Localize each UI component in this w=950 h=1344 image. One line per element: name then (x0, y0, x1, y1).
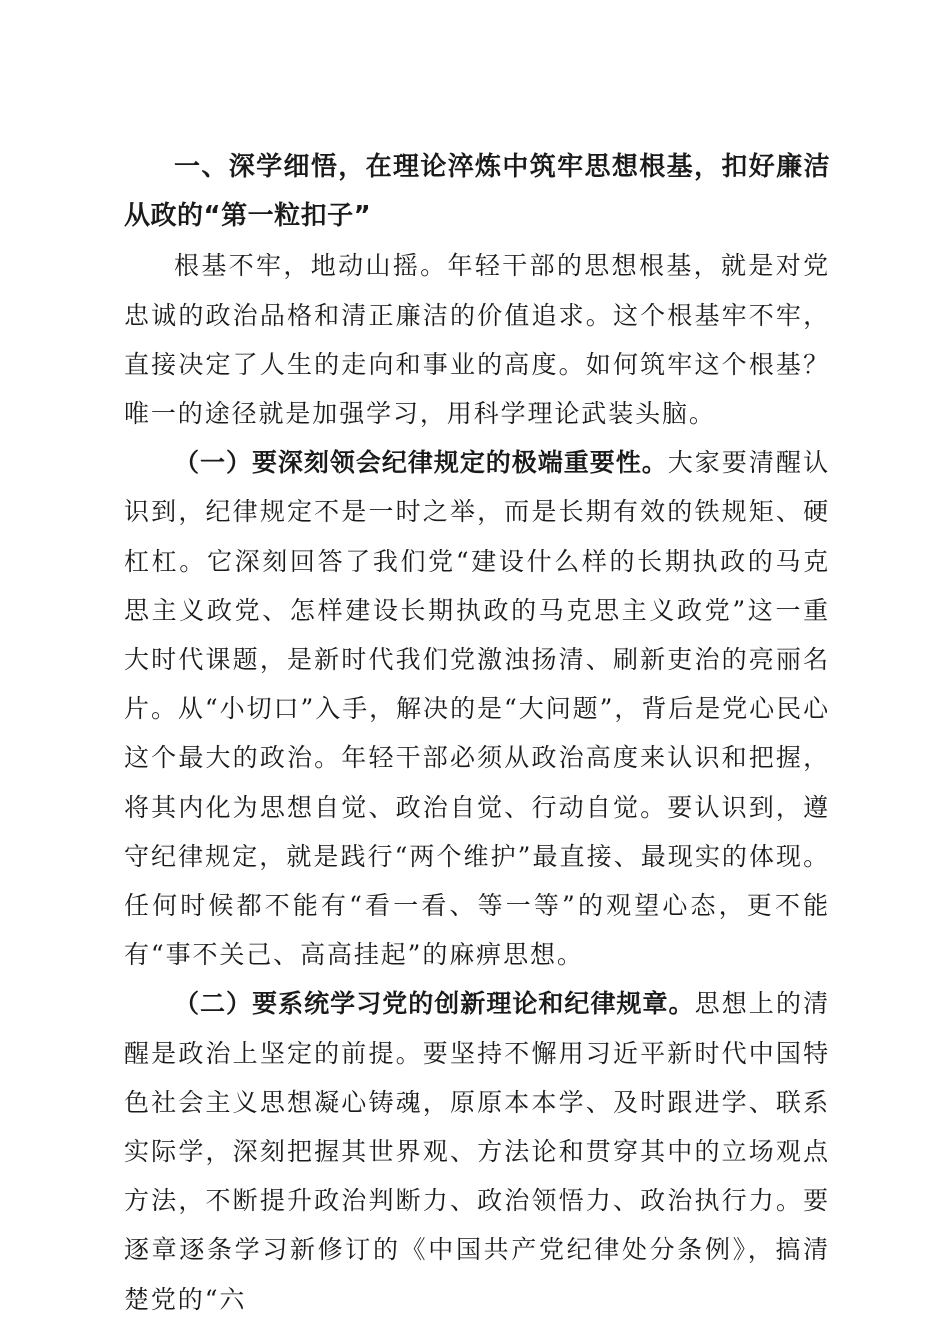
paragraph-text: 大家要清醒认识到，纪律规定不是一时之举，而是长期有效的铁规矩、硬杠杠。它深刻回答了我们党“建设什么样的长期执政的马克思主义政党、怎样建设长期执政的马克思主义政党”这一重大时代课题，是新时代我们党激浊扬清、刷新吏治的亮丽名片。从“小切口”入手，解决的是“大问题”，背后是党心民心这个最大的政治。年轻干部必须从政治高度来认识和把握，将其内化为思想自觉、政治自觉、行动自觉。要认识到，遵守纪律规定，就是践行“两个维护”最直接、最现实的体现。任何时候都不能有“看一看、等一等”的观望心态，更不能有“事不关己、高高挂起”的麻痹思想。 (124, 448, 831, 970)
body-paragraph (124, 979, 830, 1323)
section-heading: 一、深学细悟，在理论淬炼中筑牢思想根基，扣好廉洁从政的“第一粒扣子” (124, 152, 830, 232)
body-paragraph (124, 241, 830, 438)
paragraph-text: 根基不牢，地动山摇。年轻干部的思想根基，就是对党忠诚的政治品格和清正廉洁的价值追求。这个根基牢不牢，直接决定了人生的走向和事业的高度。如何筑牢这个根基？唯一的途径就是加强学习，用科学理论武装头脑。 (124, 251, 830, 429)
body-paragraph (124, 438, 830, 979)
paragraph-text: 思想上的清醒是政治上坚定的前提。要坚持不懈用习近平新时代中国特色社会主义思想凝心铸魂，原原本本学、及时跟进学、联系实际学，深刻把握其世界观、方法论和贯穿其中的立场观点方法，不断提升政治判断力、政治领悟力、政治执行力。要逐章逐条学习新修订的《中国共产党纪律处分条例》，搞清楚党的“六 (124, 989, 830, 1314)
document-body (124, 143, 830, 1324)
subsection-title: （二）要系统学习党的创新理论和纪律规章。 (174, 989, 695, 1019)
subsection-title: （一）要深刻领会纪律规定的极端重要性。 (174, 448, 668, 478)
